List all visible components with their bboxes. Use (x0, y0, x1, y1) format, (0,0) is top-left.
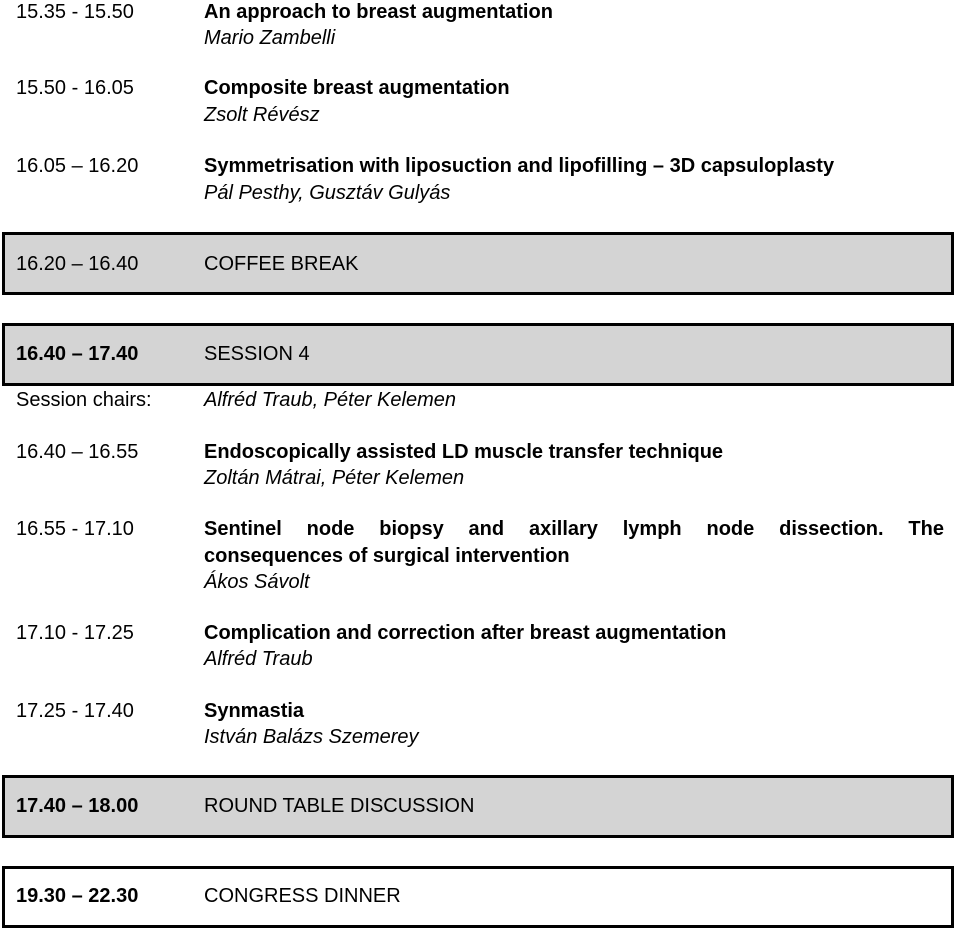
session-time: 16.40 – 17.40 (16, 343, 139, 365)
round-table-label: ROUND TABLE DISCUSSION (204, 795, 475, 817)
coffee-break-time: 16.20 – 16.40 (16, 253, 139, 275)
speaker-name: Alfréd Traub (204, 648, 313, 670)
time-slot: 15.35 - 15.50 (16, 1, 134, 23)
congress-dinner-box (2, 866, 954, 928)
congress-dinner-label: CONGRESS DINNER (204, 885, 401, 907)
session-chairs-names: Alfréd Traub, Péter Kelemen (204, 389, 456, 411)
time-slot: 17.10 - 17.25 (16, 622, 134, 644)
time-slot: 16.40 – 16.55 (16, 441, 139, 463)
session-box (2, 323, 954, 386)
time-slot: 16.55 - 17.10 (16, 518, 134, 540)
session-label: SESSION 4 (204, 343, 310, 365)
speaker-name: Mario Zambelli (204, 27, 336, 49)
session-chairs-label: Session chairs: (16, 389, 152, 411)
time-slot: 17.25 - 17.40 (16, 700, 134, 722)
talk-title: Sentinel node biopsy and axillary lymph node dissection. The (204, 518, 944, 540)
coffee-break-label: COFFEE BREAK (204, 253, 359, 275)
round-table-time: 17.40 – 18.00 (16, 795, 139, 817)
talk-title: Composite breast augmentation (204, 77, 510, 99)
talk-title: Symmetrisation with liposuction and lipofilling – 3D capsuloplasty (204, 155, 835, 177)
speaker-name: Pál Pesthy, Gusztáv Gulyás (204, 182, 451, 204)
speaker-name: Ákos Sávolt (204, 571, 310, 593)
congress-dinner-time: 19.30 – 22.30 (16, 885, 139, 907)
talk-title: Endoscopically assisted LD muscle transfer technique (204, 441, 724, 463)
talk-title: Complication and correction after breast augmentation (204, 622, 727, 644)
talk-title: Synmastia (204, 700, 305, 722)
speaker-name: Zsolt Révész (204, 104, 320, 126)
coffee-break-box (2, 232, 954, 295)
speaker-name: István Balázs Szemerey (204, 726, 419, 748)
time-slot: 16.05 – 16.20 (16, 155, 139, 177)
talk-title: An approach to breast augmentation (204, 1, 553, 23)
time-slot: 15.50 - 16.05 (16, 77, 134, 99)
round-table-box (2, 775, 954, 838)
talk-title-continued: consequences of surgical intervention (204, 545, 570, 567)
speaker-name: Zoltán Mátrai, Péter Kelemen (204, 467, 465, 489)
